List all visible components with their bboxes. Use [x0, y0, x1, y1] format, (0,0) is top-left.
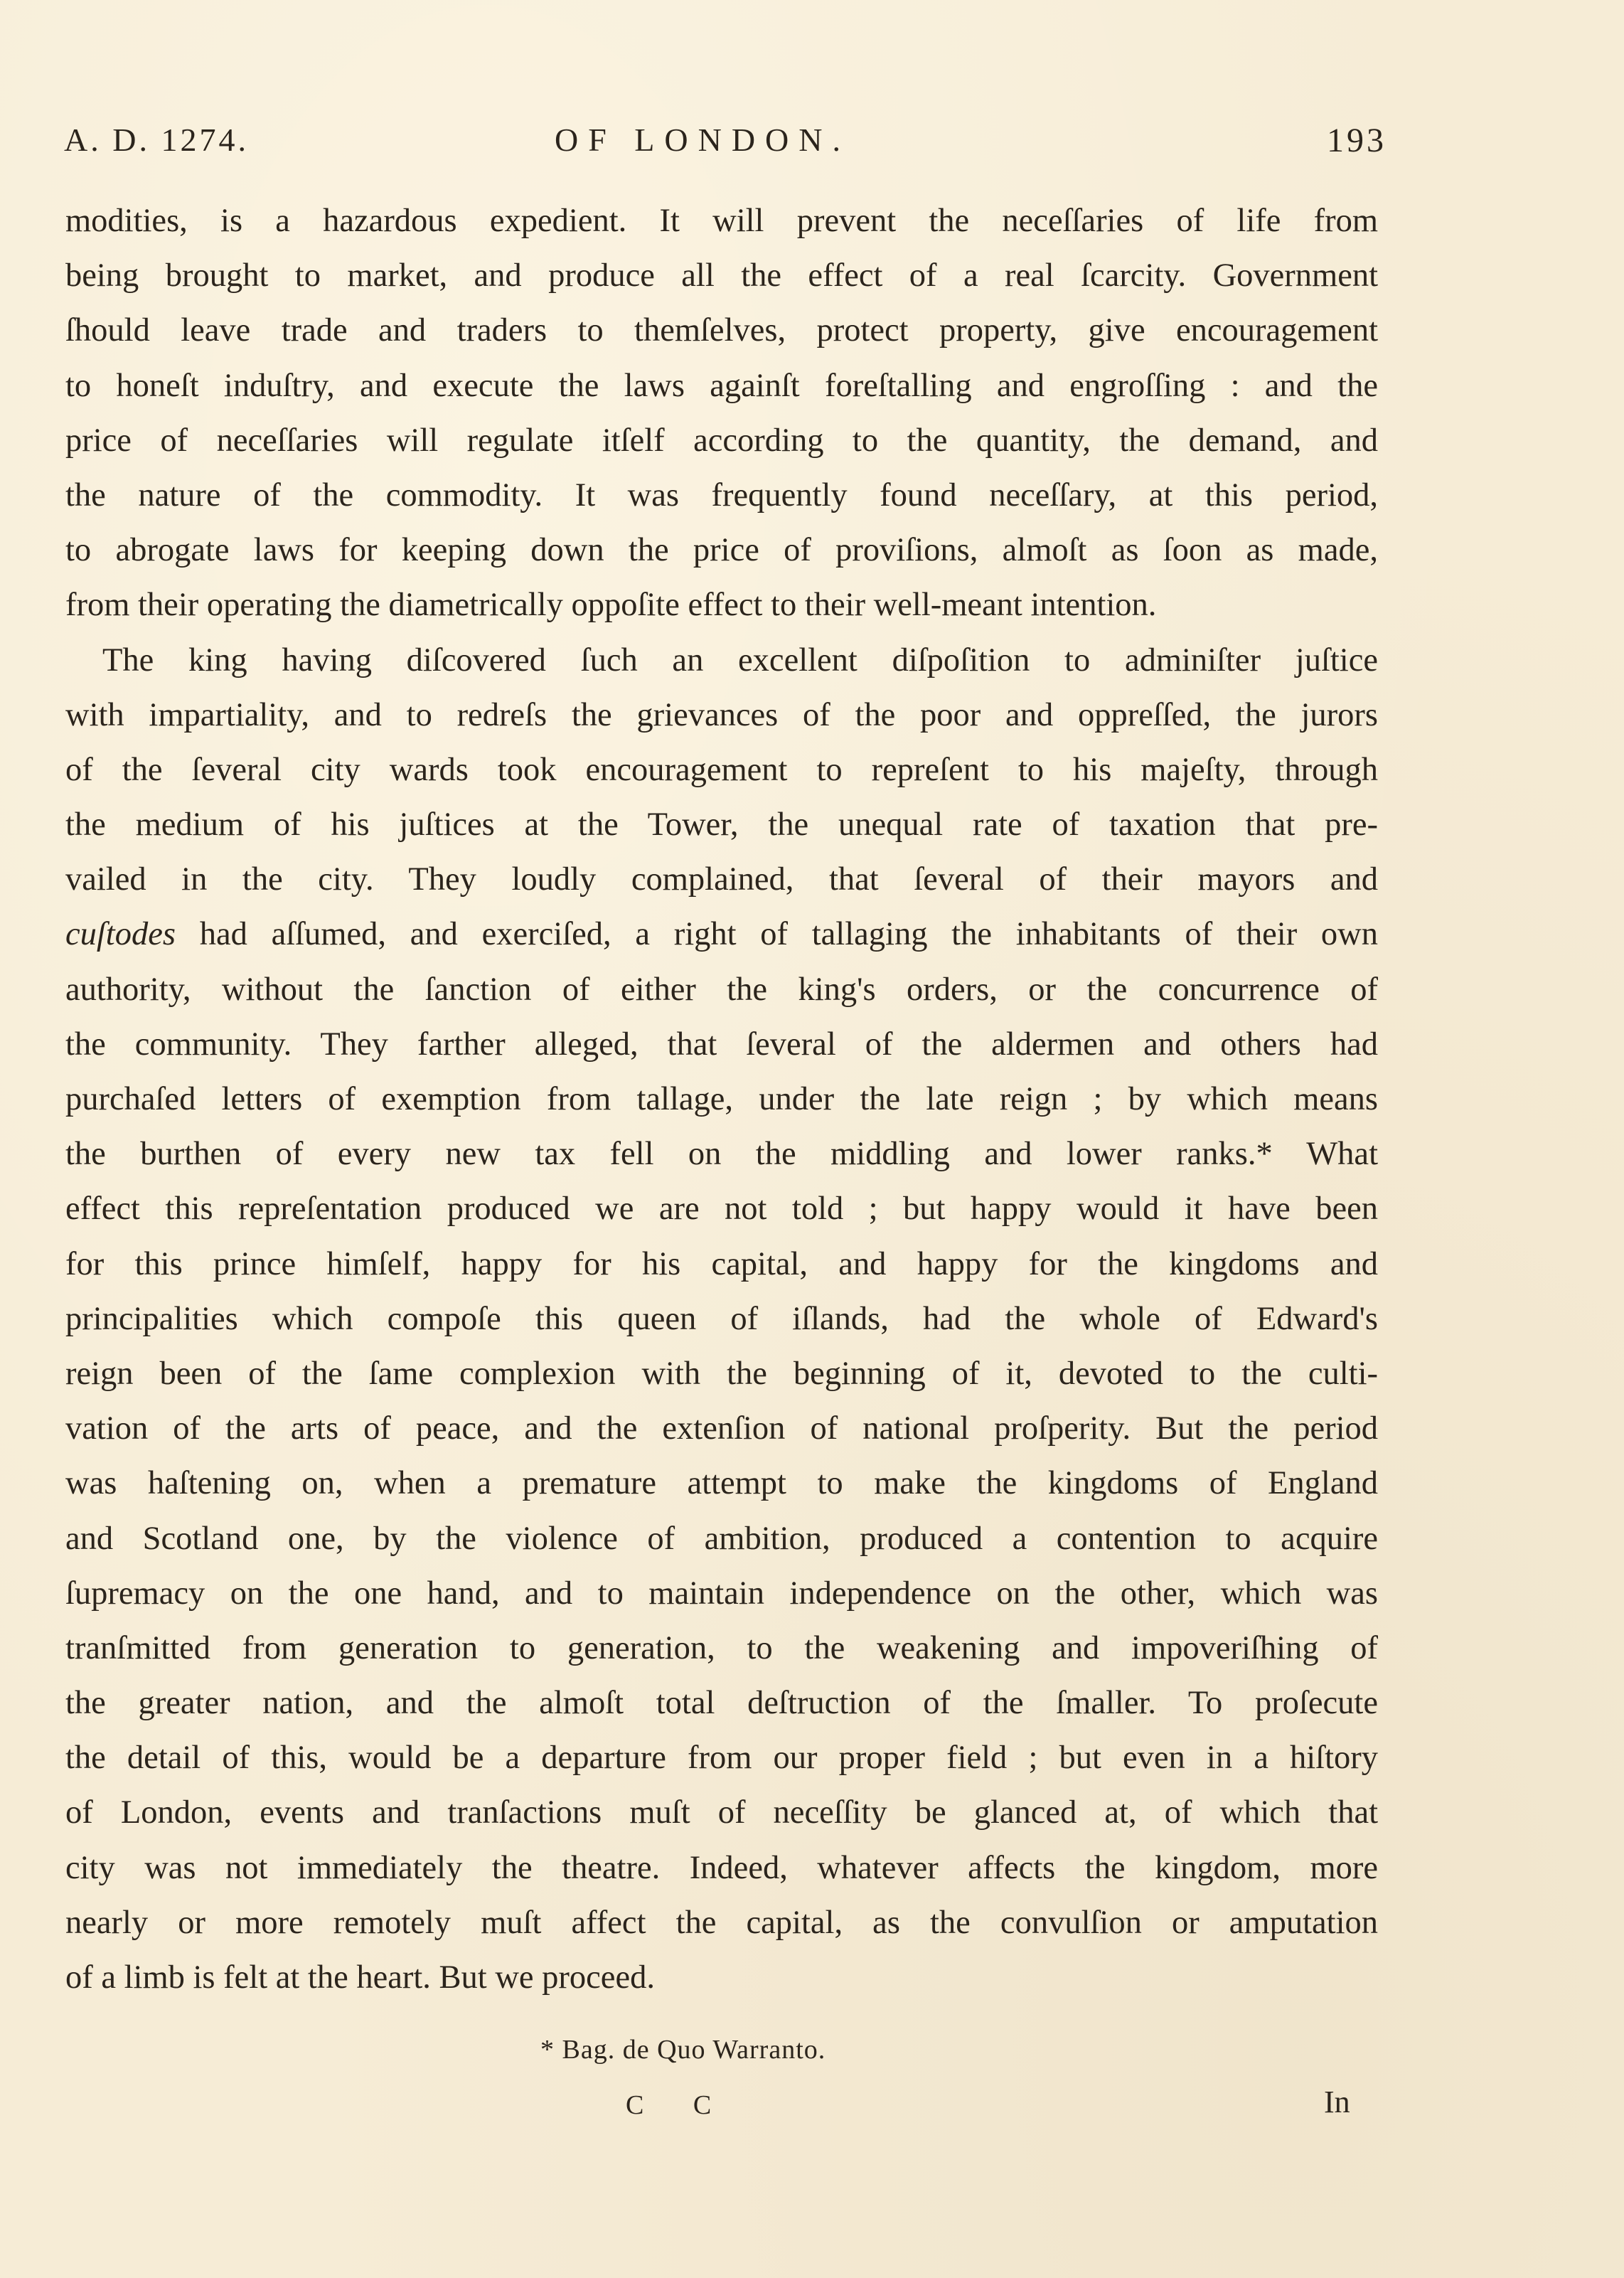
text-line: authority, without the ſanction of either the king's orders, or the concurrence of	[65, 971, 1378, 1008]
text-line: the community. They farther alleged, that ſeveral of the aldermen and others had	[65, 1026, 1378, 1063]
text-line: the nature of the commodity. It was frequently found neceſſary, at this period,	[65, 477, 1378, 513]
text-line: being brought to market, and produce all the effect of a real ſcarcity. Government	[65, 257, 1378, 294]
text-line: with impartiality, and to redreſs the grievances of the poor and oppreſſed, the jurors	[65, 696, 1378, 733]
text-line: to honeſt induſtry, and execute the laws againſt foreſtalling and engroſſing : and the	[65, 367, 1378, 404]
text-line: nearly or more remotely muſt affect the capital, as the convulſion or amputation	[65, 1904, 1378, 1941]
italic-word: cuſtodes	[65, 916, 176, 953]
text-line-rest: had aſſumed, and exerciſed, a right of tallaging the inhabitants of their own	[199, 916, 1378, 953]
text-line: was haſtening on, when a premature attempt to make the kingdoms of England	[65, 1465, 1378, 1502]
text-line: of London, events and tranſactions muſt of neceſſity be glanced at, of which that	[65, 1794, 1378, 1831]
text-line: and Scotland one, by the violence of ambition, produced a contention to acquire	[65, 1520, 1378, 1557]
text-line: effect this repreſentation produced we are not told ; but happy would it have been	[65, 1191, 1378, 1228]
text-line: of a limb is felt at the heart. But we proceed.	[65, 1959, 655, 1996]
text-line: the detail of this, would be a departure from our proper field ; but even in a hiſtory	[65, 1740, 1378, 1777]
text-line: The king having diſcovered ſuch an excellent diſpoſition to adminiſter juſtice	[102, 642, 1378, 678]
text-line: tranſmitted from generation to generation, to the weakening and impoveriſhing of	[65, 1629, 1378, 1666]
text-line: the burthen of every new tax fell on the middling and lower ranks.* What	[65, 1136, 1378, 1173]
text-line: reign been of the ſame complexion with the beginning of it, devoted to the culti-	[65, 1355, 1378, 1392]
text-line: vation of the arts of peace, and the extenſion of national proſperity. But the period	[65, 1410, 1378, 1447]
header-title: OF LONDON.	[555, 122, 850, 158]
header-year: A. D. 1274.	[64, 122, 249, 158]
text-line: purchaſed letters of exemption from tallage, under the late reign ; by which means	[65, 1081, 1378, 1117]
page-number: 193	[1327, 122, 1387, 159]
text-line: city was not immediately the theatre. Indeed, whatever affects the kingdom, more	[65, 1849, 1378, 1886]
text-line: price of neceſſaries will regulate itſelf according to the quantity, the demand, and	[65, 422, 1378, 459]
running-head	[64, 121, 1387, 171]
text-line: modities, is a hazardous expedient. It will prevent the neceſſaries of life from	[65, 203, 1378, 239]
text-line: the medium of his juſtices at the Tower, the unequal rate of taxation that pre-	[65, 807, 1378, 843]
text-line-with-italic	[65, 907, 1378, 962]
text-line: principalities which compoſe this queen of iſlands, had the whole of Edward's	[65, 1300, 1378, 1337]
text-line: ſupremacy on the one hand, and to maintain independence on the other, which was	[65, 1575, 1378, 1612]
text-line: the greater nation, and the almoſt total deſtruction of the ſmaller. To proſecute	[65, 1685, 1378, 1722]
text-line: for this prince himſelf, happy for his capital, and happy for the kingdoms and	[65, 1245, 1378, 1282]
catchword: In	[1324, 2085, 1350, 2119]
text-line: of the ſeveral city wards took encouragement to repreſent to his majeſty, through	[65, 751, 1378, 788]
text-line: to abrogate laws for keeping down the price of proviſions, almoſt as ſoon as made,	[65, 532, 1378, 569]
footnote: * Bag. de Quo Warranto.	[540, 2035, 826, 2065]
text-line: vailed in the city. They loudly complained, that ſeveral of their mayors and	[65, 861, 1378, 898]
text-line: ſhould leave trade and traders to themſelves, protect property, give encouragement	[65, 312, 1378, 349]
text-line: from their operating the diametrically oppoſite effect to their well-meant intention.	[65, 587, 1157, 624]
body-text	[65, 193, 1378, 2005]
signature-mark: C C	[626, 2090, 733, 2120]
